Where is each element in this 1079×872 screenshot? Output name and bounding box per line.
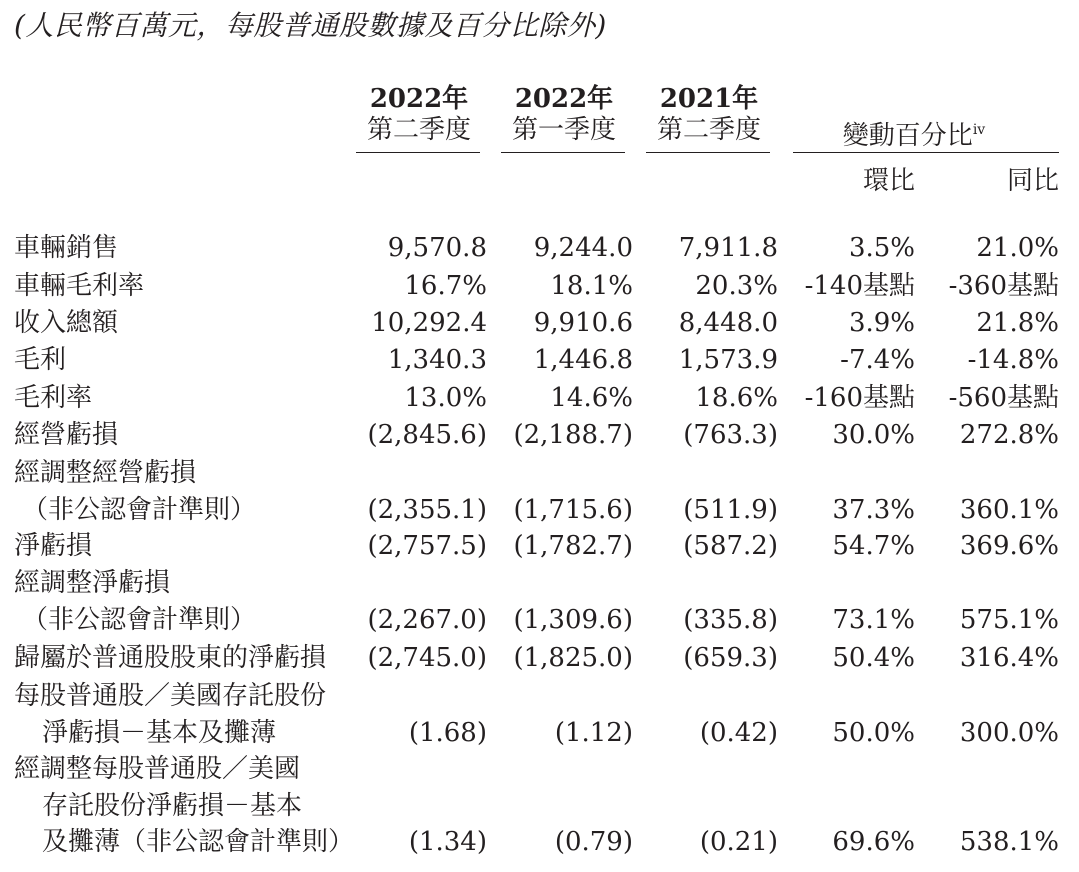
value-2022q2: (2,745.0) [367,643,487,673]
value-yoy-change: -560基點 [948,383,1059,413]
value-2021q2: (0.42) [699,717,778,748]
value-qoq-change: 73.1% [832,604,915,635]
yoy-header: 同比 [1006,166,1059,196]
value-2022q1: (2,188.7) [513,420,633,450]
row-label-continued: 存託股份淨虧損－基本 [42,790,303,821]
value-2021q2: (335.8) [683,604,778,635]
value-2021q2: (763.3) [683,420,778,450]
footnote-marker: iv [972,122,986,138]
column-year: 2022年 [514,84,614,114]
value-2022q1: 9,244.0 [533,233,633,263]
column-year: 2022年 [369,84,469,114]
row-label-continued: （非公認會計準則） [22,494,257,525]
column-quarter: 第一季度 [511,115,616,145]
value-2022q2: (1.34) [408,827,487,858]
value-yoy-change: 300.0% [959,717,1059,748]
value-qoq-change: 54.7% [832,531,915,561]
value-2022q2: (2,267.0) [367,604,487,635]
value-2022q1: 9,910.6 [533,308,633,338]
value-qoq-change: -140基點 [804,271,915,301]
value-2022q2: 9,570.8 [387,233,487,263]
value-yoy-change: 316.4% [959,643,1059,673]
row-label: 經調整經營虧損 [14,458,197,488]
column-quarter: 第二季度 [656,115,761,145]
value-qoq-change: 3.9% [848,308,915,338]
value-qoq-change: 30.0% [832,420,915,450]
value-2022q2: 1,340.3 [387,345,487,375]
row-label: 收入總額 [14,308,119,338]
value-2021q2: 1,573.9 [678,345,778,375]
row-label: 經調整淨虧損 [14,568,171,598]
value-2021q2: 7,911.8 [678,233,778,263]
value-yoy-change: 360.1% [959,494,1059,525]
value-2021q2: (0.21) [699,827,778,858]
value-2022q1: (1,825.0) [513,643,633,673]
qoq-header: 環比 [862,166,915,196]
change-percent-title: 變動百分比 [842,121,973,151]
header-rule-3 [646,152,770,153]
value-2022q2: (2,355.1) [367,494,487,525]
row-label: 經調整每股普通股／美國 [14,754,301,784]
row-label: 每股普通股／美國存託股份 [14,681,327,711]
row-label: 毛利率 [14,383,93,413]
value-2021q2: (511.9) [683,494,778,525]
column-header-2 [503,84,625,146]
value-qoq-change: 69.6% [832,827,915,858]
value-2021q2: 8,448.0 [678,308,778,338]
value-2022q1: 14.6% [550,383,633,413]
value-yoy-change: 272.8% [959,420,1059,450]
value-yoy-change: -14.8% [967,345,1059,375]
value-2022q1: (0.79) [554,827,633,858]
row-label-continued: （非公認會計準則） [22,604,257,635]
value-2022q1: 1,446.8 [533,345,633,375]
value-2021q2: 18.6% [695,383,778,413]
row-label: 淨虧損 [14,531,93,561]
value-qoq-change: -160基點 [804,383,915,413]
row-label: 毛利 [14,345,67,375]
value-2021q2: (587.2) [683,531,778,561]
row-label: 車輛毛利率 [14,271,145,301]
value-yoy-change: 538.1% [959,827,1059,858]
value-2022q1: (1,309.6) [513,604,633,635]
value-qoq-change: -7.4% [840,345,915,375]
value-qoq-change: 50.4% [832,643,915,673]
value-2022q1: 18.1% [550,271,633,301]
row-label: 經營虧損 [14,420,119,450]
value-yoy-change: 575.1% [959,604,1059,635]
value-yoy-change: 369.6% [959,531,1059,561]
value-2022q2: 13.0% [404,383,487,413]
column-header-1 [358,84,480,146]
value-2022q2: (2,757.5) [367,531,487,561]
value-2022q2: 16.7% [404,271,487,301]
row-label: 車輛銷售 [14,233,119,263]
value-2021q2: 20.3% [695,271,778,301]
units-note: (人民幣百萬元，每股普通股數據及百分比除外) [14,9,607,42]
value-yoy-change: -360基點 [948,271,1059,301]
value-qoq-change: 3.5% [848,233,915,263]
row-label-continued: 淨虧損－基本及攤薄 [42,717,277,748]
value-2022q1: (1.12) [554,717,633,748]
value-2022q1: (1,715.6) [513,494,633,525]
column-quarter: 第二季度 [366,115,471,145]
header-rule-2 [501,152,625,153]
header-rule-change [793,152,1059,153]
column-header-3 [648,84,770,146]
value-qoq-change: 50.0% [832,717,915,748]
value-yoy-change: 21.0% [976,233,1059,263]
row-label-continued: 及攤薄（非公認會計準則） [42,827,355,858]
row-label: 歸屬於普通股股東的淨虧損 [14,643,327,673]
value-2022q2: (2,845.6) [367,420,487,450]
value-yoy-change: 21.8% [976,308,1059,338]
value-2022q1: (1,782.7) [513,531,633,561]
value-2021q2: (659.3) [683,643,778,673]
column-year: 2021年 [659,84,759,114]
header-rule-1 [356,152,480,153]
value-2022q2: 10,292.4 [371,308,487,338]
change-percent-header [794,115,1034,152]
value-qoq-change: 37.3% [832,494,915,525]
value-2022q2: (1.68) [408,717,487,748]
